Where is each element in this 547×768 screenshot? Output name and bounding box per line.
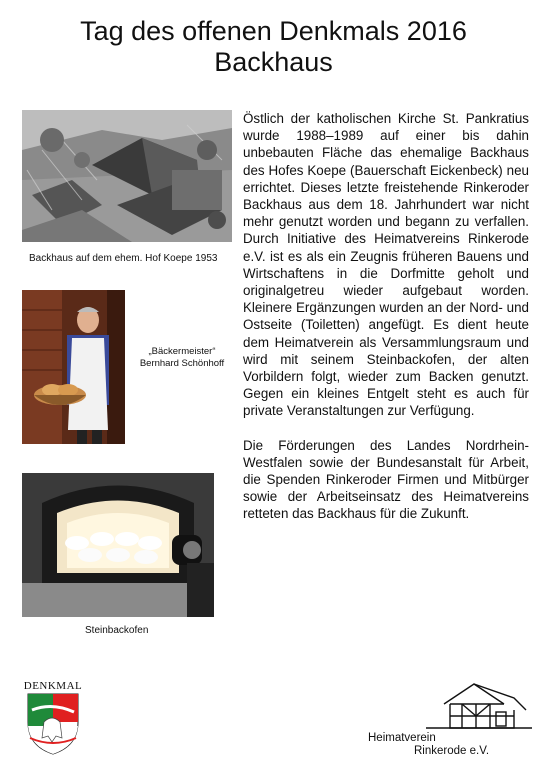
heimatverein-logo [366, 680, 532, 760]
backhaus-drawing-icon [366, 680, 532, 732]
baker-photo [22, 290, 125, 444]
baker-caption-line-1: „Bäckermeister“ [148, 346, 216, 357]
nrw-crest-icon [22, 692, 84, 756]
verein-name-line-1: Heimatverein [368, 732, 436, 744]
aerial-photo-caption: Backhaus auf dem ehem. Hof Koepe 1953 [29, 253, 218, 264]
aerial-photo [22, 110, 232, 242]
baker-caption-line-2: Bernhard Schönhoff [139, 358, 225, 369]
title-line-1: Tag des offenen Denkmals 2016 [80, 16, 467, 46]
denkmal-logo [22, 680, 84, 758]
baker-photo-image [22, 290, 125, 444]
page-title [0, 16, 547, 78]
denkmal-logo-label: DENKMAL [23, 680, 83, 692]
baker-photo-caption [130, 346, 234, 370]
verein-name-line-2: Rinkerode e.V. [414, 745, 490, 757]
article-body [243, 110, 529, 523]
title-line-2: Backhaus [214, 47, 333, 77]
paragraph-2: Die Förderungen des Landes Nordrhein-Westfalen sowie der Bundesanstalt für Arbeit, die Spenden Rinkeroder Firmen und Mitbürger sowie der Arbeitseinsatz des Heimatvereins retteten das Backhaus für die Zukunft. [243, 437, 529, 522]
oven-photo-image [22, 473, 214, 617]
aerial-photo-image [22, 110, 232, 242]
paragraph-1: Östlich der katholischen Kirche St. Pankratius wurde 1988–1989 auf einer bis dahin unbebauten Fläche das ehemalige Backhaus des Hofes Koepe (Bauerschaft Eickenbeck) neu errichtet. Dieses letzte freistehende Rinkeroder Backhaus aus dem 18. Jahrhundert war nicht mehr genutzt worden und begann zu verfallen. Durch Initiative des Heimatvereins Rinkerode e.V. ist es als ein Zeugnis früheren Bauens und Wirtschaftens in die Dorfmitte geholt und originalgetreu wieder aufgebaut worden. Kleinere Ergänzungen wurden an der Nord- und Ostseite (Toiletten) angefügt. Es dient heute dem Heimatverein als Versammlungsraum und wird mit seinem Steinbackofen, der alten Vorbildern folgt, wieder zum Backen genutzt. Gegen ein kleines Entgelt steht es auch für private Veranstaltungen zur Verfügung. [243, 111, 529, 419]
oven-photo-caption: Steinbackofen [85, 625, 149, 636]
oven-photo [22, 473, 214, 617]
